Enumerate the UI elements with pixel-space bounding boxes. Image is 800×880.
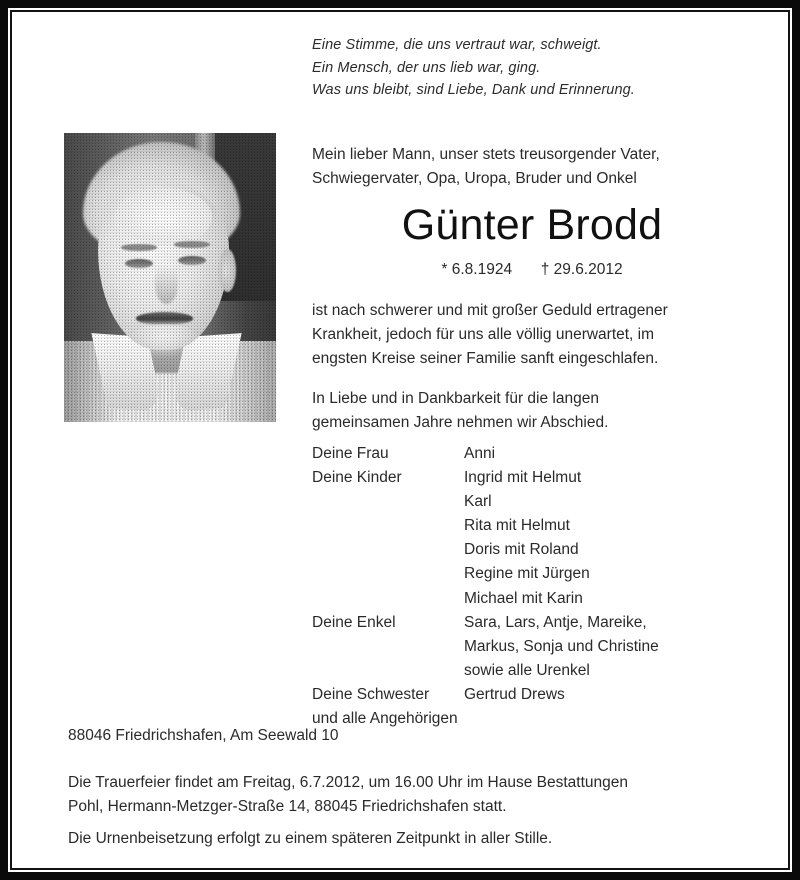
family-member: Markus, Sonja und Christine xyxy=(464,637,659,655)
mourners-address: 88046 Friedrichshafen, Am Seewald 10 xyxy=(68,727,339,744)
ceremony-details xyxy=(68,771,758,819)
family-row xyxy=(312,611,762,683)
family-row-values xyxy=(464,683,762,707)
family-row-label: Deine Frau xyxy=(312,445,389,462)
notice-sheet xyxy=(12,12,788,868)
epigraph-line-2: Ein Mensch, der uns lieb war, ging. xyxy=(312,59,541,76)
epigraph-line-1: Eine Stimme, die uns vertraut war, schweigt. xyxy=(312,37,602,53)
death-date: 29.6.2012 xyxy=(553,261,623,278)
body-2-line-1: In Liebe und in Dankbarkeit für die langen xyxy=(312,390,599,407)
family-row xyxy=(312,683,762,707)
portrait-photo-frame xyxy=(64,133,276,422)
epigraph-line-3: Was uns bleibt, sind Liebe, Dank und Erinnerung. xyxy=(312,82,635,98)
family-member: Doris mit Roland xyxy=(464,541,579,559)
family-row xyxy=(312,442,762,466)
body-paragraph-2 xyxy=(312,387,762,435)
birth-date: 6.8.1924 xyxy=(451,261,513,278)
family-row-values xyxy=(464,611,762,683)
family-row-label: Deine Enkel xyxy=(312,613,396,631)
photo-halftone-screen xyxy=(64,133,276,422)
salutation-line-2: Schwiegervater, Opa, Uropa, Bruder und Onkel xyxy=(312,170,637,187)
ceremony-line-1: Die Trauerfeier findet am Freitag, 6.7.2012, um 16.00 Uhr im Hause Bestattungen xyxy=(68,774,629,791)
family-member: sowie alle Urenkel xyxy=(464,661,590,679)
body-1-line-3: engsten Kreise seiner Familie sanft eingeschlafen. xyxy=(312,350,659,367)
body-1-line-2: Krankheit, jedoch für uns alle völlig unerwartet, im xyxy=(312,326,655,343)
family-row-label: Deine Kinder xyxy=(312,469,402,487)
mourning-frame-inner-rule xyxy=(10,10,790,870)
family-member: Regine mit Jürgen xyxy=(464,565,590,583)
family-row-values xyxy=(464,442,762,466)
family-member: Sara, Lars, Antje, Mareike, xyxy=(464,613,647,631)
death-symbol: † xyxy=(540,261,550,278)
family-member: Anni xyxy=(464,445,496,462)
family-member: Ingrid mit Helmut xyxy=(464,469,582,487)
mourning-frame-gap xyxy=(8,8,792,872)
family-row-values xyxy=(464,466,762,611)
family-member: Gertrud Drews xyxy=(464,685,565,703)
body-1-line-1: ist nach schwerer und mit großer Geduld ertragener xyxy=(312,302,668,319)
salutation-line-1: Mein lieber Mann, unser stets treusorgender Vater, xyxy=(312,146,660,163)
birth-symbol: * xyxy=(441,261,448,278)
deceased-name: Günter Brodd xyxy=(401,201,663,249)
body-paragraph-1 xyxy=(312,299,762,371)
family-row xyxy=(312,466,762,611)
portrait-photo xyxy=(64,133,276,422)
body-2-line-2: gemeinsamen Jahre nehmen wir Abschied. xyxy=(312,414,609,431)
family-member: Karl xyxy=(464,493,492,511)
interment-note xyxy=(68,827,758,851)
family-member: Michael mit Karin xyxy=(464,589,583,607)
interment-line-1: Die Urnenbeisetzung erfolgt zu einem späteren Zeitpunkt in aller Stille. xyxy=(68,830,553,847)
family-row-label: Deine Schwester xyxy=(312,685,430,703)
family-trailer: und alle Angehörigen xyxy=(312,710,458,728)
ceremony-line-2: Pohl, Hermann-Metzger-Straße 14, 88045 Friedrichshafen statt. xyxy=(68,798,507,815)
family-member: Rita mit Helmut xyxy=(464,517,570,535)
epigraph-verse xyxy=(312,34,742,102)
family-list xyxy=(312,442,762,731)
life-dates xyxy=(304,260,760,280)
salutation xyxy=(312,143,752,191)
